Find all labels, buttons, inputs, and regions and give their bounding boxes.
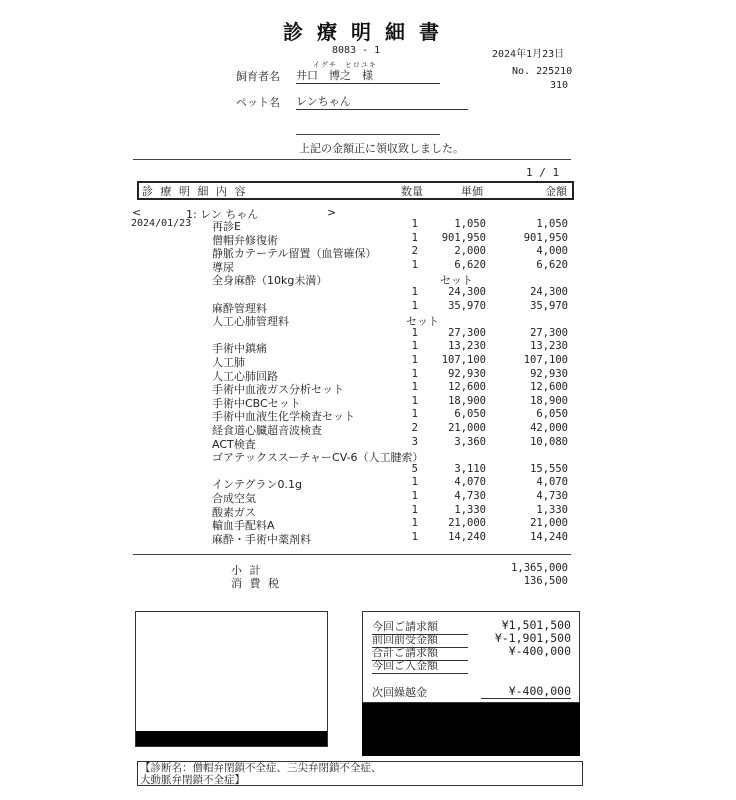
item-qty: 1 xyxy=(411,530,418,543)
item-name: 経食道心臓超音波検査 xyxy=(212,424,322,437)
item-name: 酸素ガス xyxy=(212,505,256,519)
item-qty: 1 xyxy=(411,394,418,407)
item-qty: 1 xyxy=(411,381,418,394)
item-name: 手術中血液ガス分析セット xyxy=(212,383,344,397)
total-billing-label: 合計ご請求額 xyxy=(372,644,468,661)
item-qty: 1 xyxy=(411,490,418,502)
item-amount: 12,600 xyxy=(530,381,568,394)
table-row xyxy=(0,218,736,231)
item-amount: 13,230 xyxy=(530,340,568,353)
prev-deposit-label: 前回前受金額 xyxy=(372,631,468,648)
item-name: 静脈カテーテル留置（血管確保） xyxy=(212,247,377,261)
item-amount: 24,300 xyxy=(530,286,568,298)
table-row xyxy=(0,327,736,340)
item-amount: 6,050 xyxy=(536,408,568,421)
item-amount: 4,000 xyxy=(536,245,568,258)
item-price: 24,300 xyxy=(448,286,486,298)
item-amount: 107,100 xyxy=(523,354,568,366)
item-qty: 1 xyxy=(411,218,418,230)
item-price: 27,300 xyxy=(448,326,486,339)
table-row xyxy=(0,517,736,533)
item-qty: 1 xyxy=(411,517,418,530)
redacted-bar xyxy=(136,731,327,746)
table-row xyxy=(0,531,736,544)
item-price: 92,930 xyxy=(448,367,486,380)
item-amount: 15,550 xyxy=(530,462,568,475)
sub-number: 310 xyxy=(550,80,569,91)
item-name: ACT検査 xyxy=(212,437,256,451)
item-amount: 21,000 xyxy=(530,517,568,530)
item-qty: 1 xyxy=(411,231,418,244)
visit-date: 2024/01/23 xyxy=(131,218,192,229)
table-row xyxy=(0,259,736,272)
carryover-value: ¥-400,000 xyxy=(481,684,571,699)
tax-label: 消 費 税 xyxy=(231,577,281,590)
item-price: 107,100 xyxy=(441,354,486,366)
page-indicator: 1 / 1 xyxy=(526,166,560,179)
column-content: 診 療 明 細 内 容 xyxy=(142,185,248,198)
item-name: 麻酔・手術中薬剤料 xyxy=(212,532,311,546)
item-price: 3,110 xyxy=(454,462,486,475)
column-price: 単価 xyxy=(461,185,483,198)
item-amount: 92,930 xyxy=(530,367,568,380)
table-row xyxy=(0,245,736,261)
item-qty: 1 xyxy=(411,367,418,380)
table-row xyxy=(0,422,736,435)
diagnosis-line-1: 【診断名：僧帽弁閉鎖不全症、三尖弁閉鎖不全症、 xyxy=(140,762,382,774)
issue-date: 2024年1月23日 xyxy=(492,49,565,60)
column-header-box xyxy=(137,181,574,200)
subtotal-label: 小 計 xyxy=(231,564,263,577)
subtotal-value: 1,365,000 xyxy=(511,562,568,574)
item-note: セット xyxy=(440,274,473,288)
item-amount: 901,950 xyxy=(523,231,568,244)
item-name: 合成空気 xyxy=(212,492,256,505)
table-row xyxy=(0,232,736,245)
item-name: 人工肺 xyxy=(212,356,245,369)
carryover-label: 次回繰越金 xyxy=(372,686,427,699)
column-qty: 数量 xyxy=(401,185,423,198)
item-amount: 1,050 xyxy=(536,218,568,230)
total-billing-value: ¥-400,000 xyxy=(508,644,571,658)
item-amount: 4,730 xyxy=(536,490,568,502)
pet-label: ペット名 xyxy=(236,96,280,109)
item-name: 手術中鎮痛 xyxy=(212,342,267,356)
pet-name: レンちゃん xyxy=(296,93,468,110)
receipt-number: No. 225210 xyxy=(512,66,573,77)
item-amount: 14,240 xyxy=(530,530,568,543)
item-amount: 27,300 xyxy=(530,326,568,339)
table-row xyxy=(0,368,736,381)
redacted-block xyxy=(362,703,580,756)
owner-furigana: イグチ ヒロユキ xyxy=(313,61,377,69)
item-name: 人工心肺管理料 xyxy=(212,315,289,329)
prev-deposit-value: ¥-1,901,500 xyxy=(494,631,571,645)
item-price: 6,050 xyxy=(454,408,486,421)
current-billing-label: 今回ご請求額 xyxy=(372,618,468,635)
item-qty: 1 xyxy=(411,354,418,366)
item-qty: 1 xyxy=(411,299,418,312)
item-qty: 1 xyxy=(411,258,418,271)
table-row xyxy=(0,504,736,517)
item-name: 再診E xyxy=(212,220,241,233)
item-price: 13,230 xyxy=(448,340,486,353)
table-row xyxy=(0,490,736,503)
pet-section-close: > xyxy=(327,206,337,219)
item-price: 35,970 xyxy=(448,299,486,312)
item-amount: 42,000 xyxy=(530,422,568,434)
item-qty: 1 xyxy=(411,286,418,298)
table-row xyxy=(0,313,736,329)
item-qty: 5 xyxy=(411,462,418,475)
item-price: 1,050 xyxy=(454,218,486,230)
table-row xyxy=(0,463,736,476)
diagnosis-line-2: 大動脈弁閉鎖不全症】 xyxy=(140,774,245,786)
item-price: 3,360 xyxy=(454,435,486,448)
item-amount: 35,970 xyxy=(530,299,568,312)
header-divider xyxy=(133,159,571,160)
item-amount: 10,080 xyxy=(530,435,568,448)
received-note: 上記の金額正に領収致しました。 xyxy=(299,142,464,155)
column-amount: 金額 xyxy=(545,185,567,198)
item-qty: 1 xyxy=(411,326,418,339)
item-amount: 4,070 xyxy=(536,476,568,489)
current-billing-value: ¥1,501,500 xyxy=(501,618,571,632)
item-price: 901,950 xyxy=(441,231,486,244)
item-qty: 1 xyxy=(411,503,418,516)
item-qty: 3 xyxy=(411,435,418,448)
item-price: 18,900 xyxy=(448,394,486,407)
item-price: 6,620 xyxy=(454,258,486,271)
item-name: 手術中CBCセット xyxy=(212,396,301,410)
items-divider xyxy=(133,554,571,555)
item-amount: 18,900 xyxy=(530,394,568,407)
item-price: 14,240 xyxy=(448,530,486,543)
item-price: 21,000 xyxy=(448,422,486,434)
item-amount: 1,330 xyxy=(536,503,568,516)
item-qty: 2 xyxy=(411,422,418,434)
tax-value: 136,500 xyxy=(523,575,568,587)
item-price: 2,000 xyxy=(454,245,486,258)
table-row xyxy=(0,381,736,397)
item-name: ゴアテックススーチャーCV-6（人工腱索） xyxy=(212,451,424,465)
document-title: 診療明細書 xyxy=(283,20,453,44)
item-name: 輸血手配料A xyxy=(212,519,275,533)
item-name: 全身麻酔（10kg未満） xyxy=(212,274,328,288)
billing-box xyxy=(362,611,580,703)
table-row xyxy=(0,395,736,408)
document-code: 8083 - 1 xyxy=(332,45,381,56)
owner-label: 飼育者名 xyxy=(236,70,280,83)
diagnosis-box xyxy=(137,761,583,786)
signature-line xyxy=(296,134,440,135)
table-row xyxy=(0,476,736,492)
owner-name: 井口 博之 様 xyxy=(296,67,440,84)
item-qty: 1 xyxy=(411,408,418,421)
item-name: 僧帽弁修復術 xyxy=(212,233,278,247)
item-name: インテグラン0.1g xyxy=(212,478,303,492)
table-row xyxy=(0,436,736,449)
item-note: セット xyxy=(406,315,439,329)
item-price: 12,600 xyxy=(448,381,486,394)
item-price: 21,000 xyxy=(448,517,486,530)
table-row xyxy=(0,286,736,299)
paid-label: 今回ご入金額 xyxy=(372,657,468,674)
item-name: 麻酔管理料 xyxy=(212,301,267,315)
item-name: 導尿 xyxy=(212,260,234,274)
item-amount: 6,620 xyxy=(536,258,568,271)
table-row xyxy=(0,340,736,356)
table-row xyxy=(0,354,736,367)
item-price: 4,070 xyxy=(454,476,486,489)
item-price: 4,730 xyxy=(454,490,486,502)
item-price: 1,330 xyxy=(454,503,486,516)
item-qty: 2 xyxy=(411,245,418,258)
memo-box xyxy=(135,611,328,747)
item-name: 人工心肺回路 xyxy=(212,369,278,383)
table-row xyxy=(0,449,736,465)
item-name: 手術中血液生化学検査セット xyxy=(212,410,355,424)
table-row xyxy=(0,408,736,424)
table-row xyxy=(0,272,736,288)
table-row xyxy=(0,300,736,313)
item-qty: 1 xyxy=(411,340,418,353)
pet-section-label: 1: レン ちゃん xyxy=(186,208,259,221)
item-qty: 1 xyxy=(411,476,418,489)
pet-section-open: < xyxy=(132,206,142,219)
